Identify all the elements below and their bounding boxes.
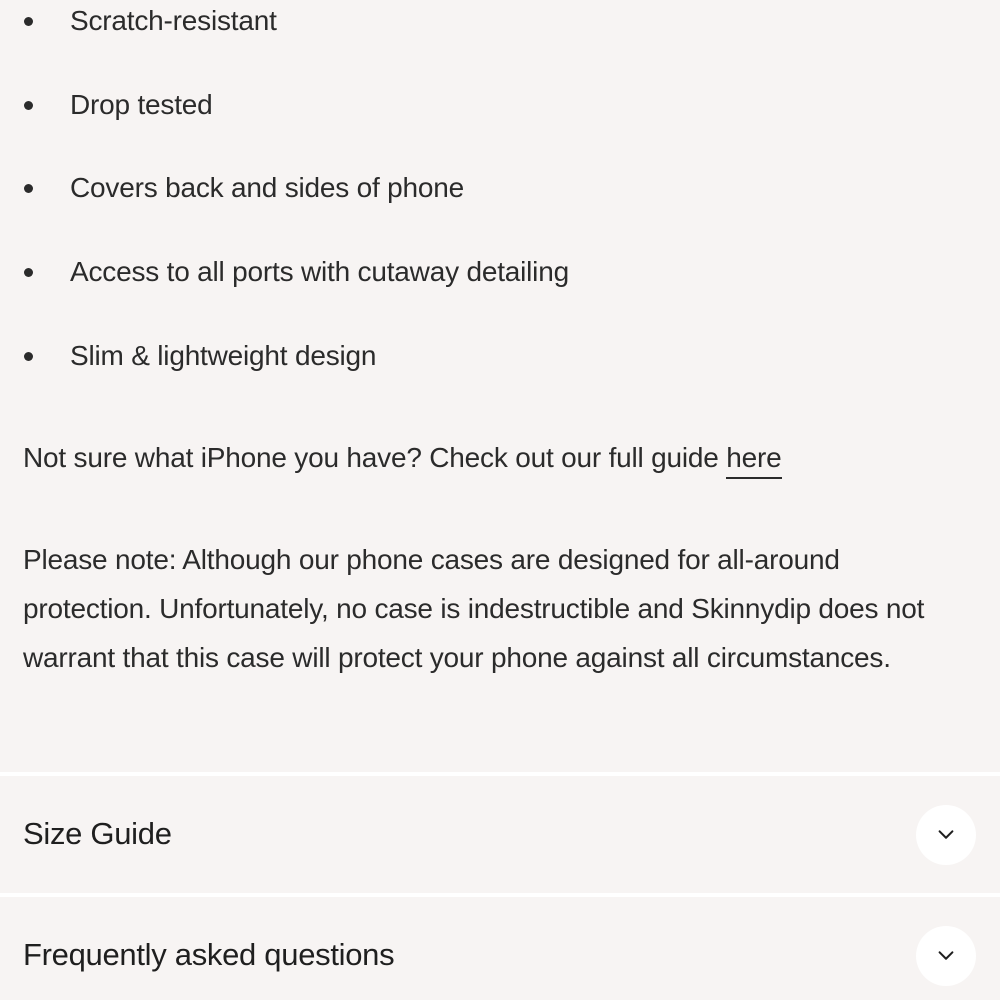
guide-text-body: Not sure what iPhone you have? Check out our full guide <box>23 442 727 473</box>
accordion-title: Frequently asked questions <box>23 937 395 972</box>
list-item <box>0 336 1000 376</box>
feature-text: Covers back and sides of phone <box>70 172 465 203</box>
accordion-title: Size Guide <box>23 816 172 851</box>
feature-text: Drop tested <box>70 89 213 120</box>
accordion-faq[interactable] <box>0 897 1000 1000</box>
list-item <box>0 252 1000 292</box>
bullet-icon <box>24 352 33 361</box>
guide-link[interactable]: here <box>726 442 781 479</box>
expand-button[interactable] <box>916 926 976 986</box>
list-item <box>0 168 1000 208</box>
disclaimer-note: Please note: Although our phone cases are designed for all-around protection. Unfortunately, no case is indestructible and Skinnydip does not warrant that this case will protect your phone against all circumstances. <box>23 544 925 673</box>
chevron-down-icon <box>935 824 957 846</box>
bullet-icon <box>24 101 33 110</box>
chevron-down-icon <box>935 945 957 967</box>
feature-text: Access to all ports with cutaway detailing <box>70 256 569 287</box>
accordion-size-guide[interactable] <box>0 776 1000 891</box>
feature-text: Slim & lightweight design <box>70 340 377 371</box>
expand-button[interactable] <box>916 805 976 865</box>
feature-text: Scratch-resistant <box>70 5 277 36</box>
guide-text <box>23 442 782 479</box>
bullet-icon <box>24 268 33 277</box>
bullet-icon <box>24 184 33 193</box>
list-item <box>0 85 1000 125</box>
list-item <box>0 1 1000 41</box>
bullet-icon <box>24 17 33 26</box>
